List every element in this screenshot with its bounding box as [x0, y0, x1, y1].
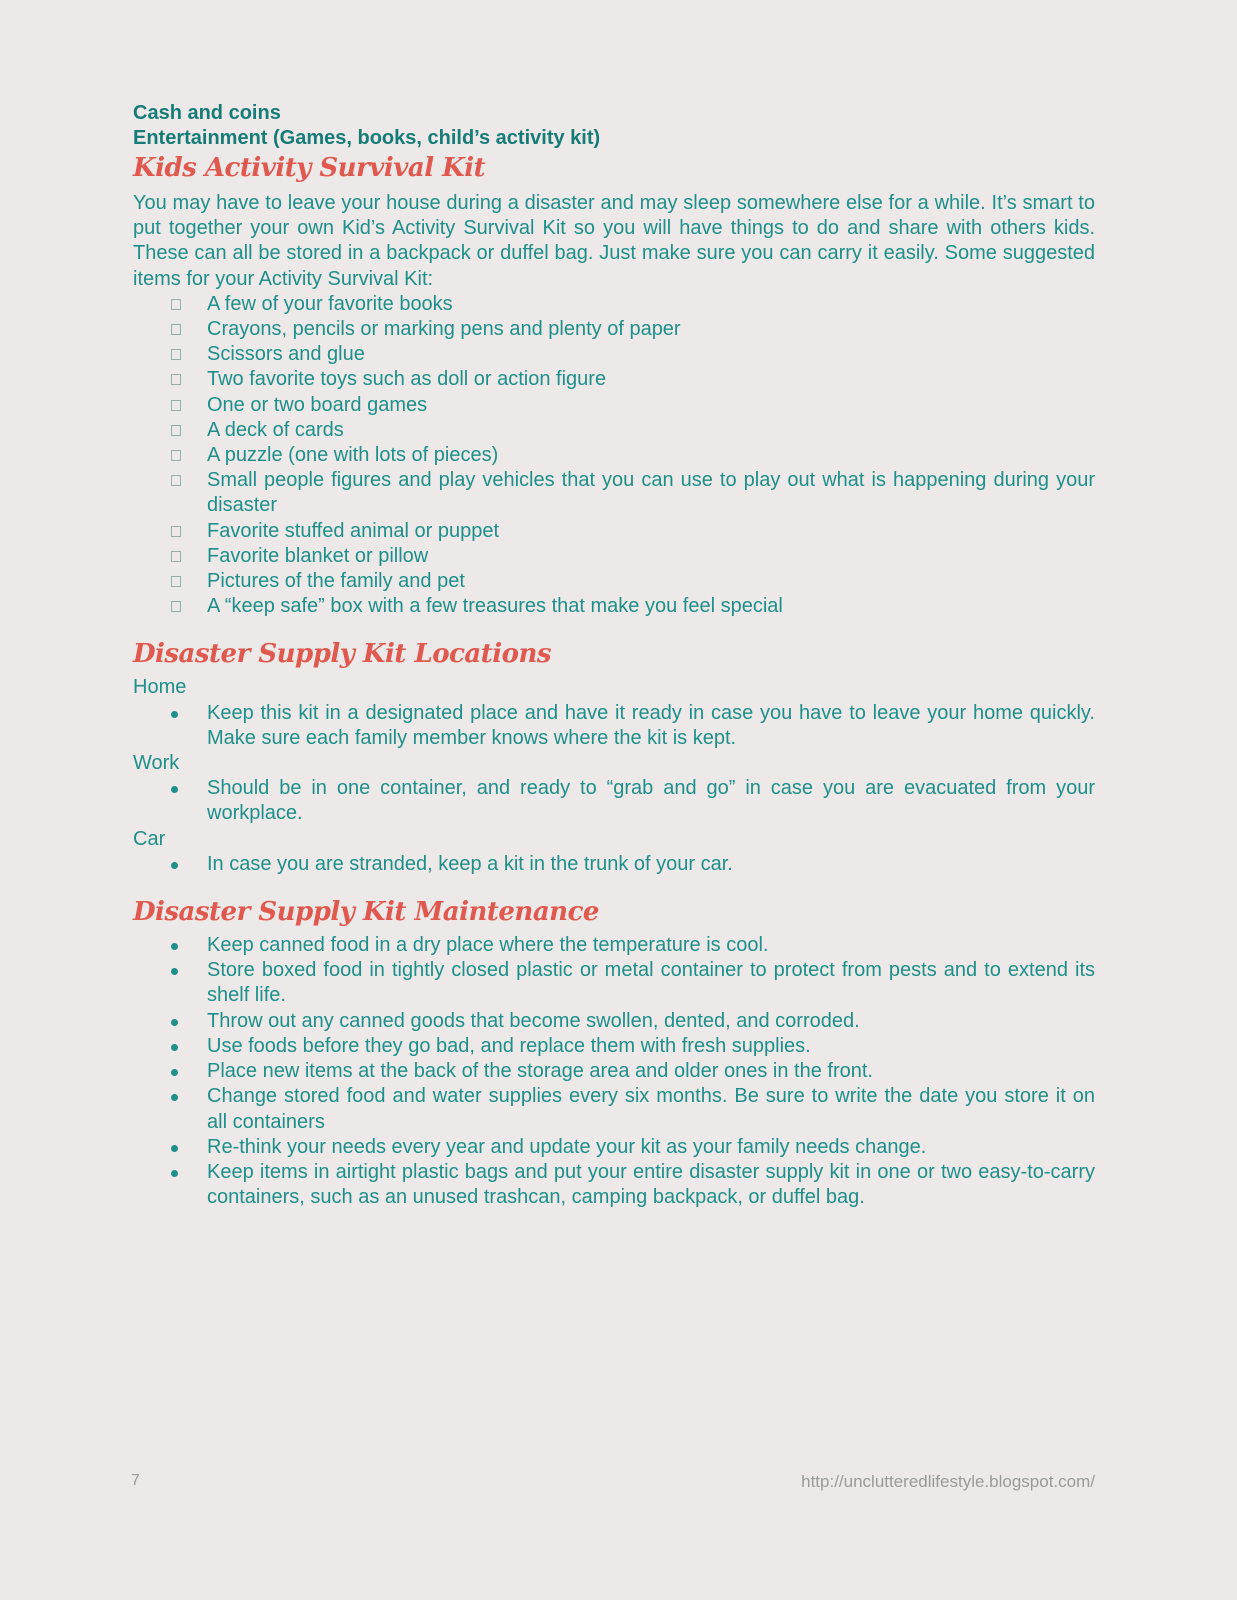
- list-item: Keep items in airtight plastic bags and put your entire disaster supply kit in one or two easy-to-carry containers, such as an unused trashcan, camping backpack, or duffel bag.: [133, 1160, 1095, 1210]
- list-item: Place new items at the back of the storage area and older ones in the front.: [133, 1059, 1095, 1084]
- entertainment-line: Entertainment (Games, books, child’s activity kit): [133, 127, 601, 149]
- checklist-item: A “keep safe” box with a few treasures that make you feel special: [133, 594, 1095, 619]
- checkbox-icon: [171, 475, 181, 486]
- kids-kit-intro: You may have to leave your house during a disaster and may sleep somewhere else for a while. It’s smart to put together your own Kid’s Activity Survival Kit so you will have things to do and share with others kids. These can all be stored in a backpack or duffel bag. Just make sure you can carry it easily. Some suggested items for your Activity Survival Kit:: [133, 192, 1095, 290]
- bullet-icon: [171, 1145, 178, 1152]
- bullet-icon: [171, 968, 178, 975]
- checklist-item: Pictures of the family and pet: [133, 569, 1095, 594]
- bullet-icon: [171, 1069, 178, 1076]
- list-item: Change stored food and water supplies every six months. Be sure to write the date you store it on all containers: [133, 1084, 1095, 1134]
- work-list: [133, 776, 1095, 826]
- location-label-car: Car: [133, 827, 166, 850]
- kids-kit-heading: Kids Activity Survival Kit: [133, 153, 486, 183]
- home-list: [133, 701, 1095, 751]
- maintenance-heading: Disaster Supply Kit Maintenance: [133, 897, 599, 928]
- checkbox-icon: [171, 299, 181, 310]
- footer-url[interactable]: http://unclutteredlifestyle.blogspot.com/: [801, 1472, 1095, 1491]
- list-item: Re-think your needs every year and update your kit as your family needs change.: [133, 1135, 1095, 1160]
- list-item: Throw out any canned goods that become swollen, dented, and corroded.: [133, 1009, 1095, 1034]
- checklist-item: One or two board games: [133, 393, 1095, 418]
- checkbox-icon: [171, 374, 181, 385]
- bullet-icon: [171, 1170, 178, 1177]
- kids-kit-checklist: [133, 292, 1095, 620]
- checklist-item: Small people figures and play vehicles that you can use to play out what is happening during your disaster: [133, 468, 1095, 518]
- list-item: Keep this kit in a designated place and have it ready in case you have to leave your home quickly. Make sure each family member knows where the kit is kept.: [133, 701, 1095, 751]
- bullet-icon: [171, 943, 178, 950]
- checkbox-icon: [171, 526, 181, 537]
- checklist-item: A puzzle (one with lots of pieces): [133, 443, 1095, 468]
- list-item: In case you are stranded, keep a kit in the trunk of your car.: [133, 852, 1095, 877]
- checkbox-icon: [171, 601, 181, 612]
- list-item: Keep canned food in a dry place where the temperature is cool.: [133, 933, 1095, 958]
- bullet-icon: [171, 862, 178, 869]
- bullet-icon: [171, 786, 178, 793]
- checkbox-icon: [171, 349, 181, 360]
- bullet-icon: [171, 1044, 178, 1051]
- checklist-item: Two favorite toys such as doll or action figure: [133, 367, 1095, 392]
- checklist-item: A few of your favorite books: [133, 292, 1095, 317]
- checklist-item: Crayons, pencils or marking pens and plenty of paper: [133, 317, 1095, 342]
- page-number: 7: [131, 1472, 140, 1489]
- document-page: [133, 101, 1095, 1210]
- checkbox-icon: [171, 576, 181, 587]
- location-label-home: Home: [133, 676, 187, 699]
- cash-coins-line: Cash and coins: [133, 102, 281, 124]
- checkbox-icon: [171, 400, 181, 411]
- list-item: Store boxed food in tightly closed plastic or metal container to protect from pests and to extend its shelf life.: [133, 958, 1095, 1008]
- maintenance-list: [133, 933, 1095, 1210]
- checkbox-icon: [171, 425, 181, 436]
- bullet-icon: [171, 1094, 178, 1101]
- checkbox-icon: [171, 450, 181, 461]
- location-label-work: Work: [133, 752, 180, 775]
- checklist-item: A deck of cards: [133, 418, 1095, 443]
- car-list: [133, 852, 1095, 877]
- bullet-icon: [171, 1019, 178, 1026]
- list-item: Should be in one container, and ready to “grab and go” in case you are evacuated from your workplace.: [133, 776, 1095, 826]
- checklist-item: Scissors and glue: [133, 342, 1095, 367]
- list-item: Use foods before they go bad, and replace them with fresh supplies.: [133, 1034, 1095, 1059]
- bullet-icon: [171, 711, 178, 718]
- checklist-item: Favorite blanket or pillow: [133, 544, 1095, 569]
- checklist-item: Favorite stuffed animal or puppet: [133, 519, 1095, 544]
- locations-heading: Disaster Supply Kit Locations: [133, 639, 552, 670]
- checkbox-icon: [171, 324, 181, 335]
- checkbox-icon: [171, 551, 181, 562]
